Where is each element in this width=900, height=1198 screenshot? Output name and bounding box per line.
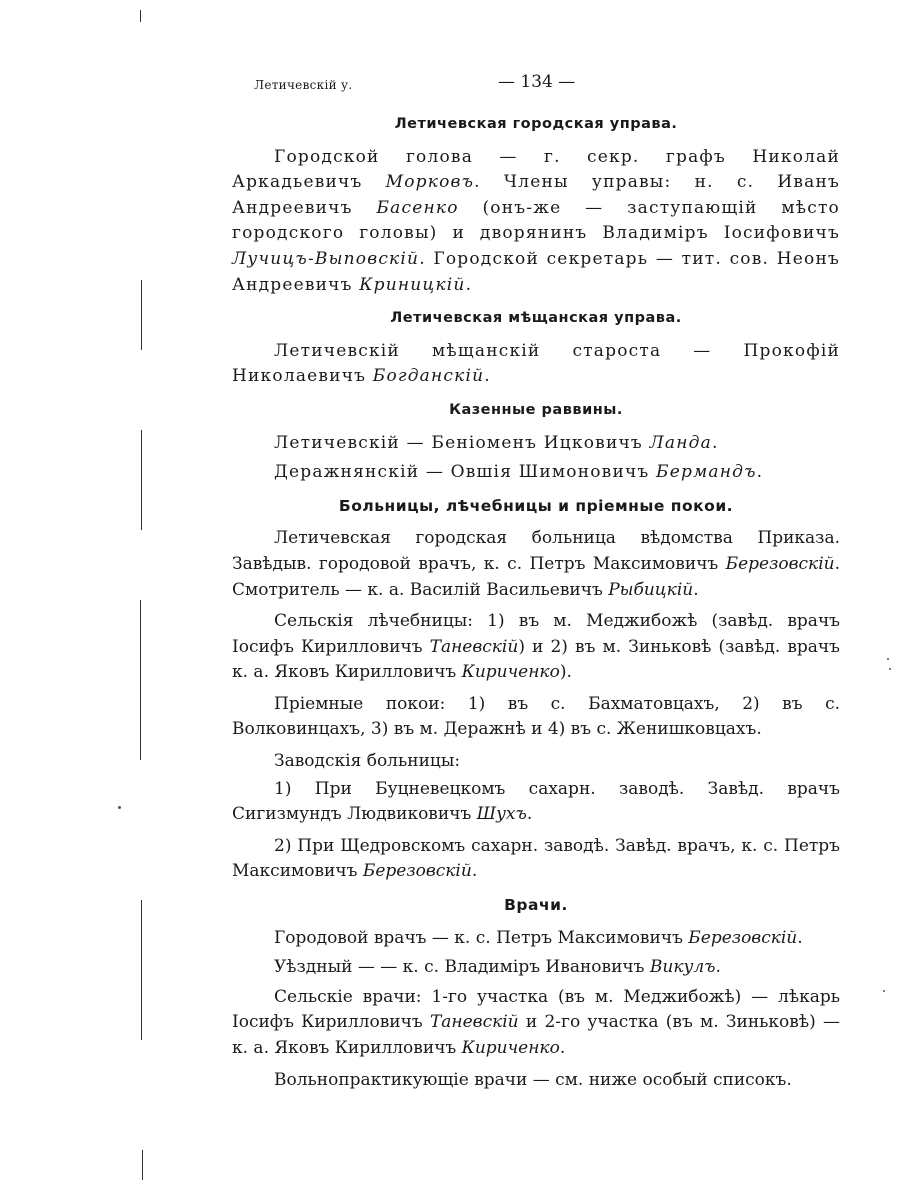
section-heading-bolnitsy: Больницы, лѣчебницы и пріемные покои.	[338, 496, 734, 515]
person-surname: Лучицъ-Выповскій	[232, 248, 420, 269]
page-content	[232, 108, 840, 1099]
scan-speck	[883, 990, 885, 992]
paragraph-zavod-2	[232, 834, 840, 885]
paragraph-zavod-1	[232, 777, 840, 828]
text-run: Летичевскій мѣщанскій староста — Прокофій Николаевичъ	[232, 340, 840, 387]
text-run: Деражнянскій — Овшія Шимоновичъ	[274, 462, 657, 483]
person-surname: Березовскій	[362, 861, 472, 882]
list-item-vrach	[232, 955, 840, 981]
text-run: .	[465, 274, 473, 295]
text-run: Сельскіе врачи: 1-го участка (въ м. Меджибожѣ) — лѣкарь Іосифъ Кирилловичъ	[232, 986, 840, 1033]
scan-speck	[118, 806, 121, 809]
person-surname: Бермандъ	[656, 462, 757, 483]
text-run: Городовой врачъ — к. с. Петръ Максимовичъ	[274, 927, 689, 948]
text-run: (онъ-же — заступающій мѣсто городского головы) и дворянинъ Владиміръ Іосифовичъ	[232, 197, 840, 244]
scan-edge-mark	[141, 900, 142, 1040]
paragraph-zavodskie-bolnitsy: Заводскія больницы:	[274, 751, 461, 772]
person-surname: Басенко	[376, 197, 459, 218]
text-run: ).	[559, 662, 572, 683]
list-item-ravvin	[232, 431, 840, 457]
paragraph-selskie-vrachi	[232, 985, 840, 1062]
person-surname: Березовскій	[725, 553, 835, 574]
person-surname: Морковъ	[385, 172, 475, 193]
scan-edge-mark	[141, 430, 142, 530]
person-surname: Богданскій	[372, 366, 485, 387]
list-item-ravvin	[232, 460, 840, 486]
text-run: .	[693, 579, 699, 600]
text-run: Городской голова — г. секр. графъ Николай Аркадьевичъ	[232, 146, 840, 193]
text-run: .	[715, 957, 721, 978]
text-run: . Смотритель — к. а. Василій Васильевичъ	[232, 553, 840, 600]
person-surname: Таневскій	[429, 636, 519, 657]
text-run: ) и 2) въ м. Зиньковѣ (завѣд. врачъ к. а. Яковъ Кирилловичъ	[232, 636, 840, 683]
person-surname: Таневскій	[429, 1012, 519, 1033]
section-heading-gorodskaya-uprava: Летичевская городская управа.	[394, 116, 678, 132]
person-surname: Викулъ	[649, 957, 716, 978]
paragraph-volnopraktikuyushchie: Вольнопрактикующіе врачи — см. ниже особый списокъ.	[274, 1069, 792, 1090]
paragraph-gorodskaya-bolnitsa	[232, 526, 840, 603]
person-surname: Рыбицкій	[608, 579, 694, 600]
text-run: .	[756, 462, 764, 483]
text-run: 1) При Буцневецкомъ сахарн. заводѣ. Завѣд. врачъ Сигизмундъ Людвиковичъ	[232, 778, 840, 825]
person-surname: Кириченко	[461, 1038, 560, 1058]
list-item-vrach	[232, 926, 840, 952]
section-heading-ravviny: Казенные раввины.	[449, 401, 623, 418]
paragraph-meshchanskaya-uprava	[232, 339, 840, 390]
person-surname: Ланда	[649, 432, 712, 453]
scan-edge-mark	[140, 600, 141, 760]
page-number: — 134 —	[498, 72, 576, 92]
scan-speck	[887, 658, 889, 660]
text-run: .	[484, 366, 491, 387]
text-run: .	[797, 927, 803, 948]
paragraph-selskie-lechebnitsy	[232, 609, 840, 686]
paragraph-gorodskaya-uprava	[232, 145, 840, 299]
paragraph-priemnye-pokoi: Пріемные покои: 1) въ с. Бахматовцахъ, 2) въ с. Волковинцахъ, 3) въ м. Деражнѣ и 4) въ с. Женишковцахъ.	[232, 693, 840, 740]
text-run: и 2-го участка (въ м. Зиньковѣ) — к. а. Яковъ Кирилловичъ	[232, 1012, 840, 1058]
person-surname: Березовскій	[688, 927, 798, 948]
text-run: . Городской секретарь — тит. сов. Неонъ Андреевичъ	[232, 248, 840, 295]
text-run: Сельскія лѣчебницы: 1) въ м. Меджибожѣ (завѣд. врачъ Іосифъ Кирилловичъ	[232, 611, 840, 657]
text-run: 2) При Щедровскомъ сахарн. заводѣ. Завѣд. врачъ, к. с. Петръ Максимовичъ	[232, 835, 840, 882]
section-heading-meshchanskaya-uprava: Летичевская мѣщанская управа.	[390, 310, 682, 327]
running-header-district: Летичевскій у.	[254, 78, 353, 92]
text-run: Уѣздный — — к. с. Владиміръ Ивановичъ	[274, 957, 650, 978]
person-surname: Кириченко	[461, 662, 560, 683]
text-run: .	[526, 804, 533, 825]
section-heading-vrachi: Врачи.	[504, 896, 568, 915]
person-surname: Шухъ	[476, 804, 527, 825]
text-run: .	[559, 1038, 566, 1058]
scan-speck	[889, 668, 891, 670]
text-run: . Члены управы: н. с. Иванъ Андреевичъ	[232, 172, 840, 218]
scan-edge-mark	[141, 280, 142, 350]
text-run: Летичевскій — Беніоменъ Ицковичъ	[274, 432, 650, 453]
person-surname: Криницкій	[359, 274, 466, 295]
scan-edge-mark	[140, 10, 141, 22]
scan-edge-mark	[142, 1150, 143, 1180]
text-run: .	[471, 861, 478, 882]
text-run: Летичевская городская больница вѣдомства Приказа. Завѣдыв. городовой врачъ, к. с. Петръ Максимовичъ	[232, 528, 840, 574]
text-run: .	[711, 432, 719, 453]
